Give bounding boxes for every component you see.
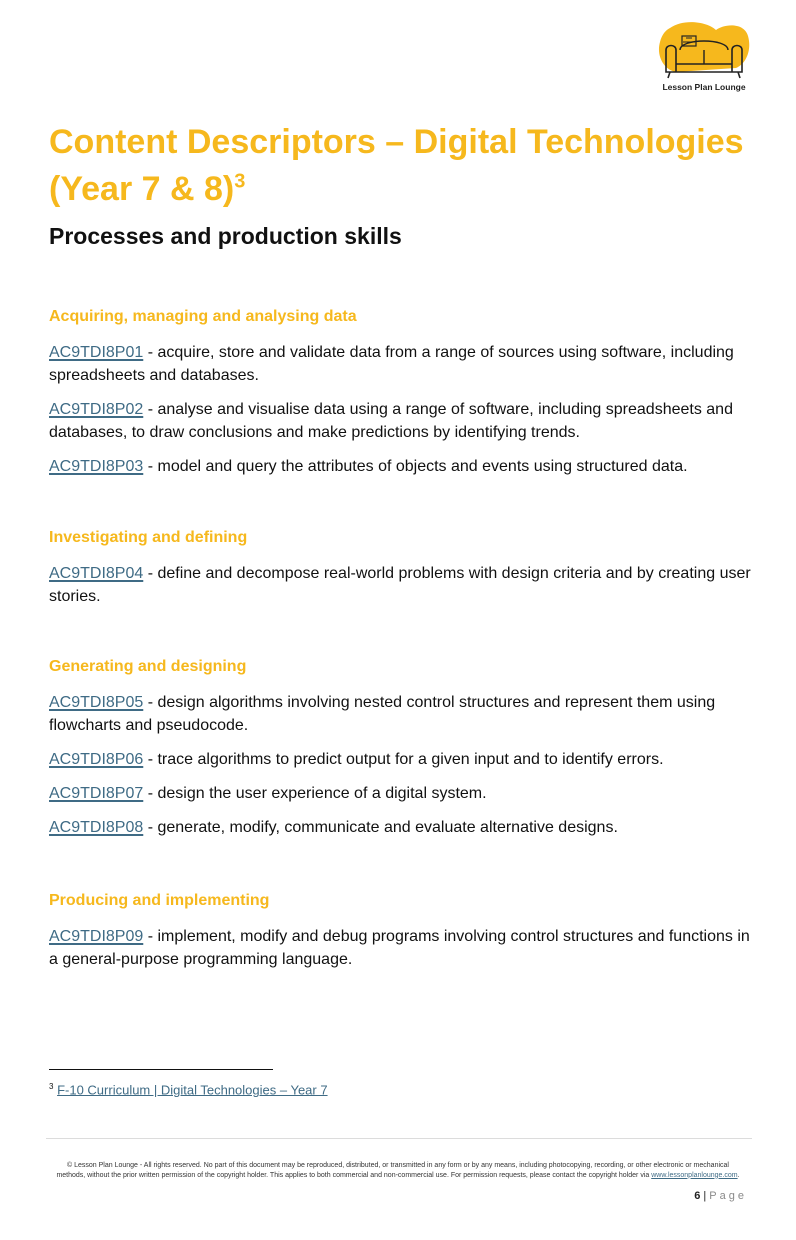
page-number-separator: | [703, 1190, 707, 1202]
descriptor-text: - implement, modify and debug programs involving control structures and functions in a general-purpose programming language. [49, 928, 750, 968]
section-heading: Investigating and defining [49, 529, 248, 546]
descriptor-code-link[interactable]: AC9TDI8P03 [49, 458, 144, 475]
footer-divider [46, 1138, 752, 1139]
descriptor-code-link[interactable]: AC9TDI8P06 [49, 751, 144, 768]
descriptor-code-link[interactable]: AC9TDI8P05 [49, 694, 144, 711]
descriptor-text: - model and query the attributes of objects and events using structured data. [143, 458, 688, 475]
footnote [49, 1082, 328, 1097]
descriptor-text: - design algorithms involving nested control structures and represent them using flowcharts and pseudocode. [49, 694, 716, 734]
descriptor-code-link[interactable]: AC9TDI8P09 [49, 928, 144, 945]
title-footnote-ref[interactable]: 3 [234, 170, 246, 193]
descriptor-item [49, 782, 759, 805]
copyright-notice: © Lesson Plan Lounge - All rights reserved. No part of this document may be reproduced, distributed, or transmitted in any form or by any means, including photocopying, recording, or other electronic or mechanical methods, without the prior written permission of the copyright holder. This applies to both commercial and non-commercial use. For permission requests, please contact the copyright holder via www.lessonplanlounge.com. [56, 1162, 740, 1179]
website-link[interactable]: www.lessonplanlounge.com [651, 1171, 738, 1179]
section-heading: Acquiring, managing and analysing data [49, 308, 357, 325]
descriptor-item [49, 455, 759, 478]
descriptor-code-link[interactable]: AC9TDI8P08 [49, 819, 144, 836]
section-heading: Producing and implementing [49, 892, 270, 909]
section-investigating-defining [49, 528, 759, 619]
footnote-divider [49, 1069, 273, 1070]
descriptor-code-link[interactable]: AC9TDI8P04 [49, 565, 144, 582]
descriptor-item [49, 341, 759, 387]
page-subtitle: Processes and production skills [49, 223, 402, 249]
descriptor-item [49, 748, 759, 771]
descriptor-text: - trace algorithms to predict output for a given input and to identify errors. [143, 751, 664, 768]
descriptor-item [49, 562, 759, 608]
page-number [694, 1190, 747, 1202]
descriptor-item [49, 398, 759, 444]
section-acquiring-data [49, 307, 759, 489]
descriptor-item [49, 925, 759, 971]
descriptor-text: - acquire, store and validate data from a range of sources using software, including spreadsheets and databases. [49, 344, 734, 384]
descriptor-code-link[interactable]: AC9TDI8P07 [49, 785, 144, 802]
page-title [49, 119, 769, 213]
copyright-text: © Lesson Plan Lounge - All rights reserved. No part of this document may be reproduced, distributed, or transmitted in any form or by any means, including photocopying, recording, or other electronic or mechanical methods, without the prior written permission of the copyright holder. This applies to both commercial and non-commercial use. For permission requests, please contact the copyright holder via [56, 1162, 729, 1179]
descriptor-item [49, 691, 759, 737]
section-heading: Generating and designing [49, 658, 247, 675]
descriptor-text: - define and decompose real-world problems with design criteria and by creating user stories. [49, 565, 751, 605]
descriptor-text: - analyse and visualise data using a range of software, including spreadsheets and databases, to draw conclusions and make predictions by identifying trends. [49, 401, 733, 441]
footnote-number: 3 [49, 1082, 54, 1091]
footnote-link[interactable]: F-10 Curriculum | Digital Technologies – Year 7 [57, 1082, 328, 1098]
logo-text: Lesson Plan Lounge [662, 82, 746, 92]
page-number-value: 6 [694, 1190, 701, 1202]
descriptor-code-link[interactable]: AC9TDI8P01 [49, 344, 144, 361]
descriptor-item [49, 816, 759, 839]
descriptor-text: - generate, modify, communicate and evaluate alternative designs. [143, 819, 618, 836]
page-label: Page [709, 1190, 747, 1202]
section-generating-designing [49, 657, 759, 850]
section-producing-implementing [49, 891, 759, 982]
descriptor-text: - design the user experience of a digital system. [143, 785, 487, 802]
page-title-text: Content Descriptors – Digital Technologies (Year 7 & 8) [49, 123, 744, 208]
descriptor-code-link[interactable]: AC9TDI8P02 [49, 401, 144, 418]
